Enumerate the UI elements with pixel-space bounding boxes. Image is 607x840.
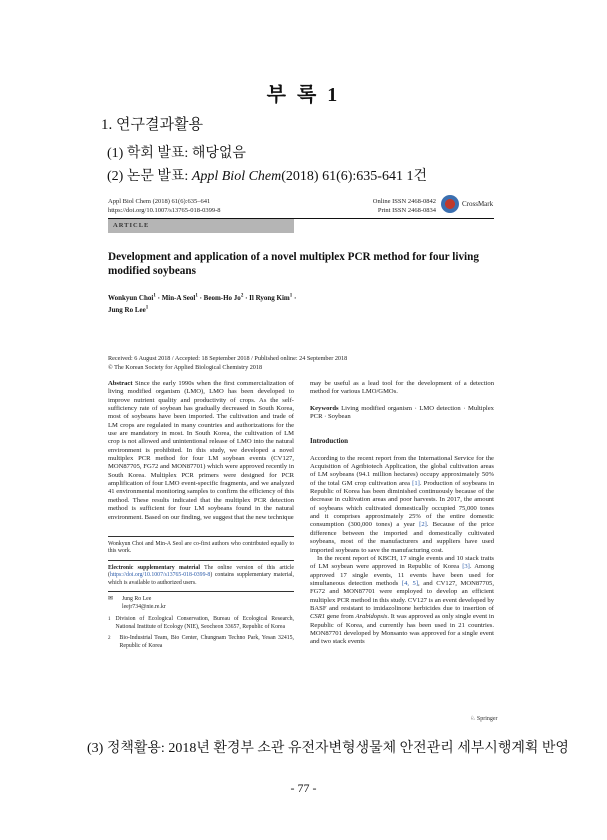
abstract	[108, 380, 294, 522]
citation-link[interactable]: [3]	[462, 563, 470, 571]
doi-line[interactable]: https://doi.org/10.1007/s13765-018-0399-8	[108, 207, 221, 214]
esm-note: Electronic supplementary material The online version of this article (https://doi.org/10.1007/s13765-018-0399-8) contains supplementary material, which is available to authorized users.	[108, 564, 295, 586]
crossmark-label[interactable]: CrossMark	[462, 200, 494, 208]
dates-line: Received: 6 August 2018 / Accepted: 18 September 2018 / Published online: 24 September 2018	[108, 355, 348, 362]
abstract-continued: may be useful as a lead tool for the development of a detection method for various LMO/GMOs.	[310, 380, 494, 396]
policy-use-item	[87, 737, 569, 757]
abstract-text: Since the early 1990s when the first commercialization of living modified organism (LMO), LMO has been developed to improve nutrient quality and productivity of crops. As the self-sufficiency rate of soybean has gradually decreased in South Korea, most of soybeans have been imported. The cultivation and trade of LM crops are regulated in many countries and authorizations for the use are mandatory in most. In South Korea, the cultivation of LM crop is not allowed and unintentional release of LMO into the natural environment is prohibited. In this study, we developed a novel multiplex PCR method for four LM soybean events (CV127, MON87705, FG72 and MON87701) which were approved recently in South Korea. Multiplex PCR primers were designed for PCR amplification of four LMO event-specific fragments, and we analyzed 41 environmental monitoring samples to confirm the efficiency of this method. These results indicated that the multiplex PCR detection method is sufficient for four LM soybeans found in the natural environment. Based on our finding, we suggest that the new technique	[108, 380, 294, 521]
esm-link[interactable]: https://doi.org/10.1007/s13765-018-0399-8	[109, 572, 211, 579]
author: Min-A Seol$^1$	[161, 294, 198, 303]
footnote-rule	[108, 536, 294, 537]
footnote-rule	[108, 591, 294, 592]
envelope-icon: ✉	[108, 596, 113, 603]
abstract-label: Abstract	[108, 380, 133, 387]
author: Jung Ro Lee$^1$	[108, 305, 149, 314]
online-issn: Online ISSN 2468-0842	[372, 198, 436, 205]
corresponding-email[interactable]: leejr734@nie.re.kr	[122, 603, 166, 610]
intro-paragraph: According to the recent report from the International Service for the Acquisition of Agribiotech Application, the global cultivation areas of LM soybeans (94.1 million hectares) occupy approximately 50% of the total GM crop cultivation area [1]. Production of soybeans in Republic of Korea has been diminished continuously because of the decrease in cultivation areas and poor harvests. In 2017, the amount of soybeans which cultivated domestically occupied 75,000 tones and it comprises approximately 25% of the entire domestic consumption (300,000 tones) a year [2]. Because of the price difference between the imported and domestically cultivated soybeans, most of the manufacturers and suppliers have used imported soybeans to save the manufacturing cost.	[310, 454, 494, 554]
introduction-heading: Introduction	[310, 437, 348, 446]
author: Il Ryong Kim$^1$	[249, 294, 293, 303]
paper-publication-item	[107, 165, 427, 185]
right-column	[310, 380, 494, 647]
journal-name: Appl Biol Chem	[191, 169, 282, 184]
author-list: Wonkyun Choi$^1$ · Min-A Seol$^1$ · Beom-Ho $Jo^2 \cdot Il$ Ryong Kim$^1$ · Jung Ro Lee$^1$	[108, 294, 297, 314]
footnote-rule	[108, 560, 294, 561]
affiliation: 1 Division of Ecological Conservation, Bureau of Ecological Research, National Institute of Ecology (NIE), Seocheon 33657, Republic of Korea	[108, 616, 294, 630]
article-type-label: ARTICLE	[113, 222, 150, 229]
journal-line: Appl Biol Chem (2018) 61(6):635–641	[108, 198, 211, 205]
copyright-line: © The Korean Society for Applied Biological Chemistry 2018	[108, 363, 263, 371]
paper-title: Development and application of a novel multiplex PCR method for four living modified soybeans	[108, 251, 479, 277]
left-column	[108, 380, 294, 650]
citation-link[interactable]: [4, 5]	[401, 579, 419, 587]
corresponding-author	[108, 596, 294, 611]
citation-link[interactable]: [1]	[412, 479, 420, 487]
keywords-label: Keywords	[310, 404, 339, 412]
corresponding-name: Jung Ro Lee	[122, 596, 152, 603]
affiliation: 2 Bio-Industrial Team, Bio Center, Chungnam Techno Park, Yesan 32415, Republic of Korea	[108, 635, 294, 649]
print-issn: Print ISSN 2468-0834	[377, 207, 436, 214]
publication-dates	[108, 355, 347, 372]
author: Wonkyun Choi$^1$	[108, 294, 156, 303]
conference-presentation-item	[107, 142, 246, 162]
item-value: 해당없음	[191, 146, 246, 161]
appendix-title: 부 록 1	[266, 84, 341, 106]
crossmark-icon[interactable]	[441, 195, 459, 213]
item-value: 2018년 환경부 소관 유전자변형생물체 안전관리 세부시행계획 반영	[168, 741, 569, 756]
intro-paragraph: In the recent report of KBCH, 17 single events and 10 stack traits of LM soybean were approved in Republic of Korea [3]. Among approved 17 single events, 11 events have been used for simultaneous detection methods [4, 5], and CV127, MON87705, FG72 and MON87701 were employed to develop an efficient multiplex PCR method in this study. CV127 is an event developed by BASF and resistant to imidazolinone herbicides due to insertion of CSR1 gene from Arabidopsis. It was approved as only single event in Republic of Korea, and currently has been used in 21 countries. MON87701 developed by Monsanto was approved for a single event and two stack events	[310, 554, 494, 646]
cofirst-note: Wonkyun Choi and Min-A Seol are co-first authors who contributed equally to this work.	[108, 540, 294, 555]
journal-citation	[108, 197, 221, 215]
item-label: (3) 정책활용:	[87, 741, 169, 756]
keywords-text: Living modified organism · LMO detection · Multiplex PCR · Soybean	[310, 404, 494, 421]
issn-block	[366, 197, 436, 215]
item-label: (2) 논문 발표:	[107, 169, 192, 184]
item-value: (2018) 61(6):635-641 1건	[281, 169, 427, 184]
citation-link[interactable]: [2]	[419, 521, 427, 529]
author: Beom-Ho Jo$^2$	[203, 294, 244, 303]
section-heading: 1. 연구결과활용	[101, 117, 203, 133]
keywords	[310, 405, 494, 422]
publisher-mark: ♘ Springer	[470, 716, 498, 722]
page-number: - 77 -	[290, 781, 317, 795]
springer-logo-icon: ♘	[470, 716, 476, 722]
item-label: (1) 학회 발표:	[107, 146, 192, 161]
